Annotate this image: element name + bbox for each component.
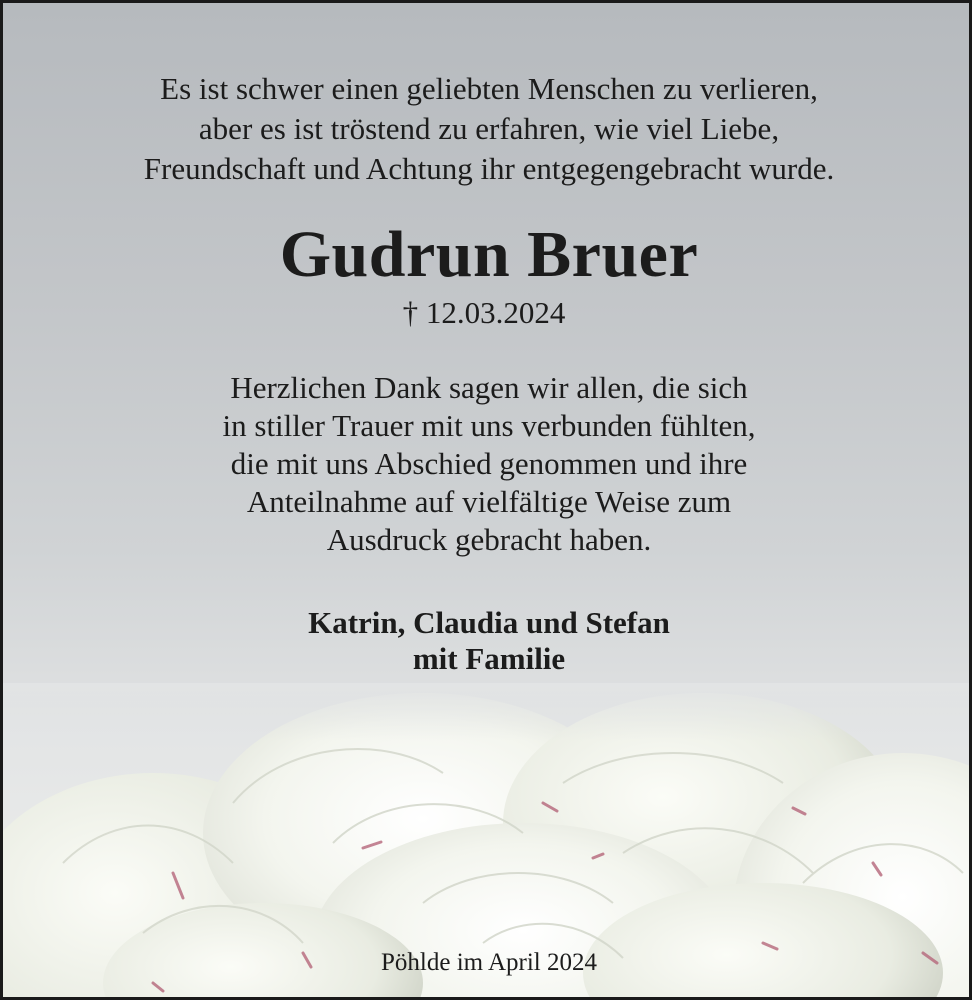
place-date: Pöhlde im April 2024 bbox=[381, 949, 597, 976]
motto-text bbox=[3, 69, 972, 189]
motto-line: Freundschaft und Achtung ihr entgegengebracht wurde. bbox=[143, 151, 835, 186]
thanks-line: Herzlichen Dank sagen wir allen, die sich bbox=[230, 370, 748, 405]
thanks-line: in stiller Trauer mit uns verbunden fühlten, bbox=[222, 408, 756, 443]
family-signature bbox=[3, 605, 972, 677]
death-date: † 12.03.2024 bbox=[402, 295, 566, 330]
deceased-name: Gudrun Bruer bbox=[279, 218, 699, 291]
family-line: Katrin, Claudia und Stefan bbox=[308, 605, 670, 640]
thanks-line: Anteilnahme auf vielfältige Weise zum bbox=[246, 484, 732, 519]
thanks-text bbox=[3, 369, 972, 559]
thanks-line: Ausdruck gebracht haben. bbox=[326, 522, 652, 557]
thanks-line: die mit uns Abschied genommen und ihre bbox=[230, 446, 748, 481]
family-line: mit Familie bbox=[412, 641, 566, 676]
motto-line: aber es ist tröstend zu erfahren, wie viel Liebe, bbox=[198, 111, 780, 146]
motto-line: Es ist schwer einen geliebten Menschen zu verlieren, bbox=[160, 71, 818, 106]
